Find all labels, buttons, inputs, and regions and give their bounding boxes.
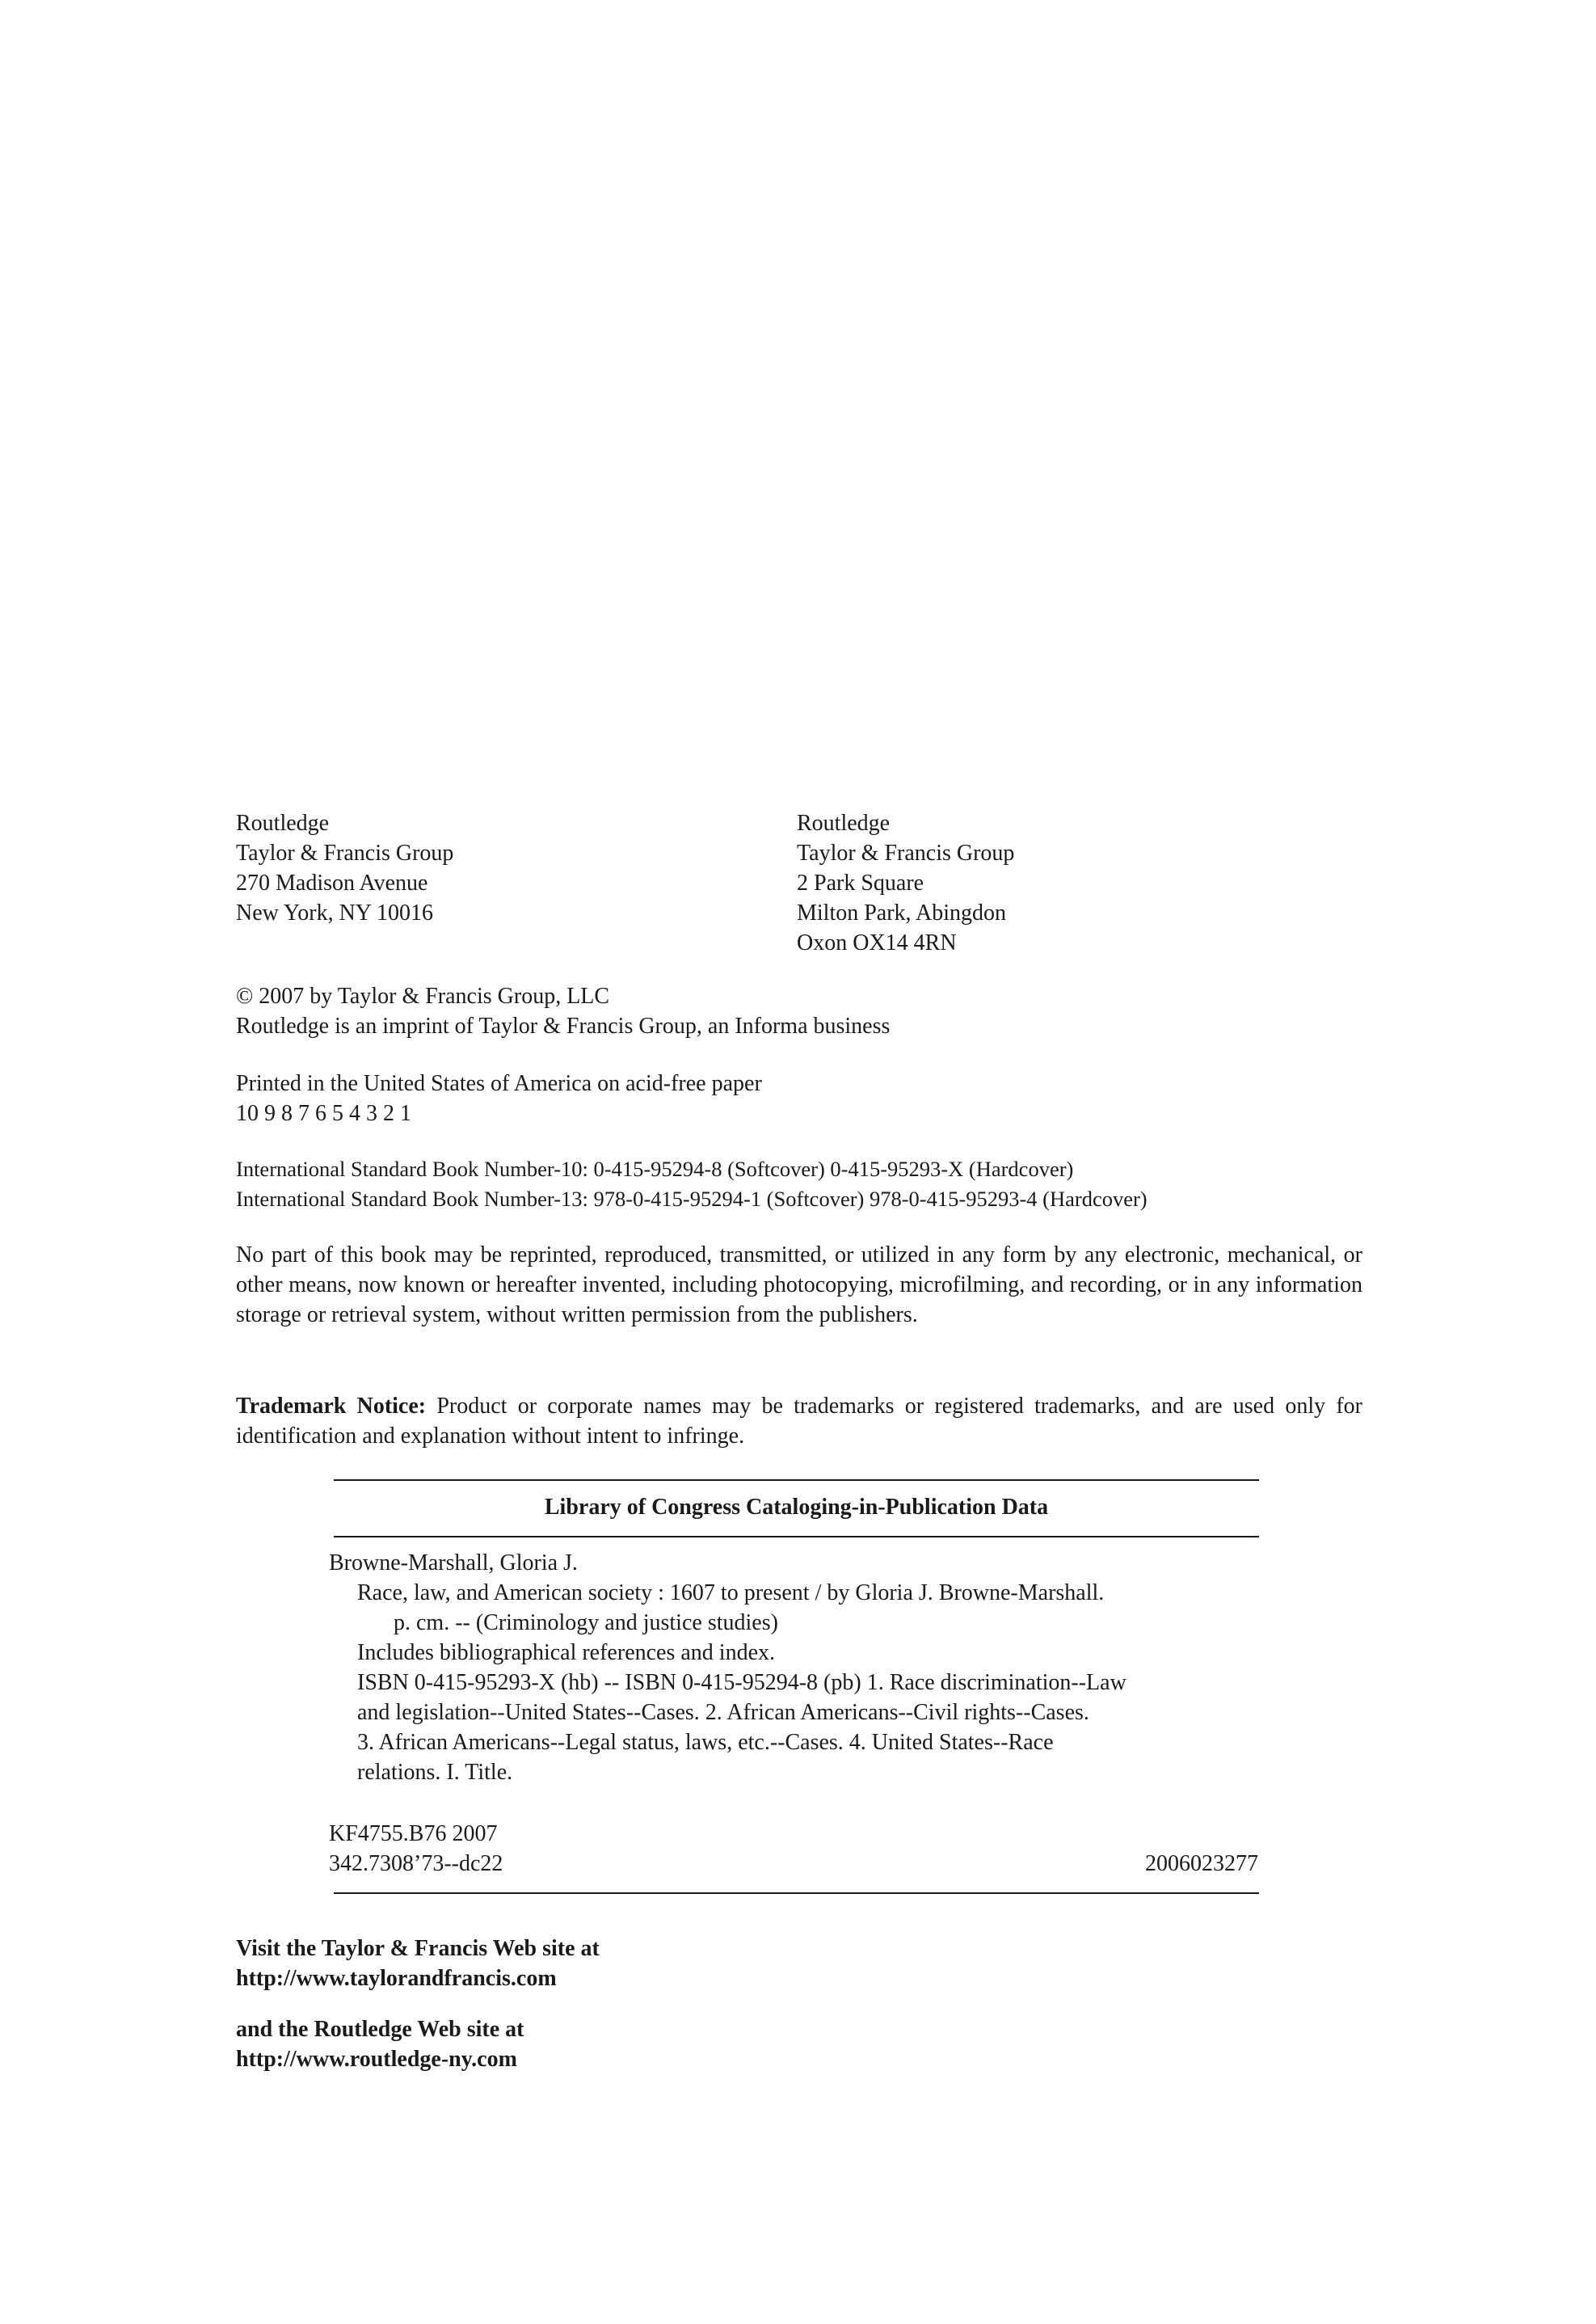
printing-info — [236, 1069, 762, 1128]
cip-heading-rule — [334, 1536, 1259, 1537]
lc-class-number: KF4755.B76 2007 — [329, 1821, 498, 1846]
address-line: Oxon OX14 4RN — [797, 930, 957, 955]
trademark-notice — [236, 1391, 1362, 1451]
address-line: 2 Park Square — [797, 871, 924, 896]
isbn-numbers — [236, 1154, 1148, 1214]
cip-record — [329, 1548, 1126, 1787]
cip-subject-line: relations. I. Title. — [357, 1760, 513, 1785]
isbn-13-line: International Standard Book Number-13: 978-0-415-95294-1 (Softcover) 978-0-415-95293-4 (Hardcover) — [236, 1187, 1148, 1211]
copyright-notice — [236, 981, 890, 1041]
address-line: Routledge — [236, 811, 330, 836]
imprint-line: Routledge is an imprint of Taylor & Francis Group, an Informa business — [236, 1014, 891, 1039]
printed-in-line: Printed in the United States of America on acid-free paper — [236, 1071, 762, 1096]
cip-subject-line: and legislation--United States--Cases. 2. African Americans--Civil rights--Cases. — [357, 1700, 1089, 1725]
dewey-number: 342.7308’73--dc22 — [329, 1851, 503, 1876]
address-line: 270 Madison Avenue — [236, 871, 428, 896]
rights-text: No part of this book may be reprinted, reproduced, transmitted, or utilized in any form by any electronic, mechanical, or other means, now known or hereafter invented, including photocopying, microfilming, and recording, or in any information storage or retrieval system, without written permission from the publishers. — [236, 1242, 1362, 1327]
print-run-line: 10 9 8 7 6 5 4 3 2 1 — [236, 1101, 411, 1126]
lccn-number: 2006023277 — [1145, 1851, 1258, 1876]
address-line: Milton Park, Abingdon — [797, 900, 1007, 926]
tf-website-label: Visit the Taylor & Francis Web site at — [236, 1936, 600, 1961]
cip-classification — [329, 1819, 503, 1879]
routledge-website-label: and the Routledge Web site at — [236, 2017, 524, 2042]
spacer — [236, 1993, 600, 2014]
cip-notes: Includes bibliographical references and index. — [357, 1640, 776, 1665]
routledge-website-url[interactable]: http://www.routledge-ny.com — [236, 2047, 517, 2072]
cip-subject-line: ISBN 0-415-95293-X (hb) -- ISBN 0-415-95294-8 (pb) 1. Race discrimination--Law — [357, 1670, 1126, 1695]
cip-title-line: Race, law, and American society : 1607 to present / by Gloria J. Browne-Marshall. — [357, 1580, 1105, 1605]
address-line: New York, NY 10016 — [236, 900, 433, 926]
address-line: Taylor & Francis Group — [236, 841, 454, 866]
tf-website-url[interactable]: http://www.taylorandfrancis.com — [236, 1966, 557, 1991]
cip-top-rule — [334, 1479, 1259, 1481]
trademark-text: Product or corporate names may be trademarks or registered trademarks, and are used only for identification and explanation without intent to infringe. — [236, 1394, 1362, 1449]
isbn-10-line: International Standard Book Number-10: 0-415-95294-8 (Softcover) 0-415-95293-X (Hardcover) — [236, 1157, 1074, 1181]
cip-subject-line: 3. African Americans--Legal status, laws, etc.--Cases. 4. United States--Race — [357, 1730, 1054, 1755]
address-line: Routledge — [797, 811, 891, 836]
cip-heading: Library of Congress Cataloging-in-Publication Data — [544, 1495, 1049, 1520]
publisher-address-us — [236, 808, 453, 928]
rights-notice — [236, 1240, 1362, 1330]
trademark-paragraph — [236, 1391, 1362, 1451]
website-info — [236, 1934, 600, 2074]
cip-bottom-rule — [334, 1892, 1259, 1894]
copyright-line: © 2007 by Taylor & Francis Group, LLC — [236, 984, 610, 1009]
trademark-label: Trademark Notice: — [236, 1394, 427, 1419]
cip-physical: p. cm. -- (Criminology and justice studies) — [394, 1610, 778, 1635]
cip-author: Browne-Marshall, Gloria J. — [329, 1550, 578, 1575]
publisher-address-uk — [797, 808, 1014, 958]
address-line: Taylor & Francis Group — [797, 841, 1015, 866]
